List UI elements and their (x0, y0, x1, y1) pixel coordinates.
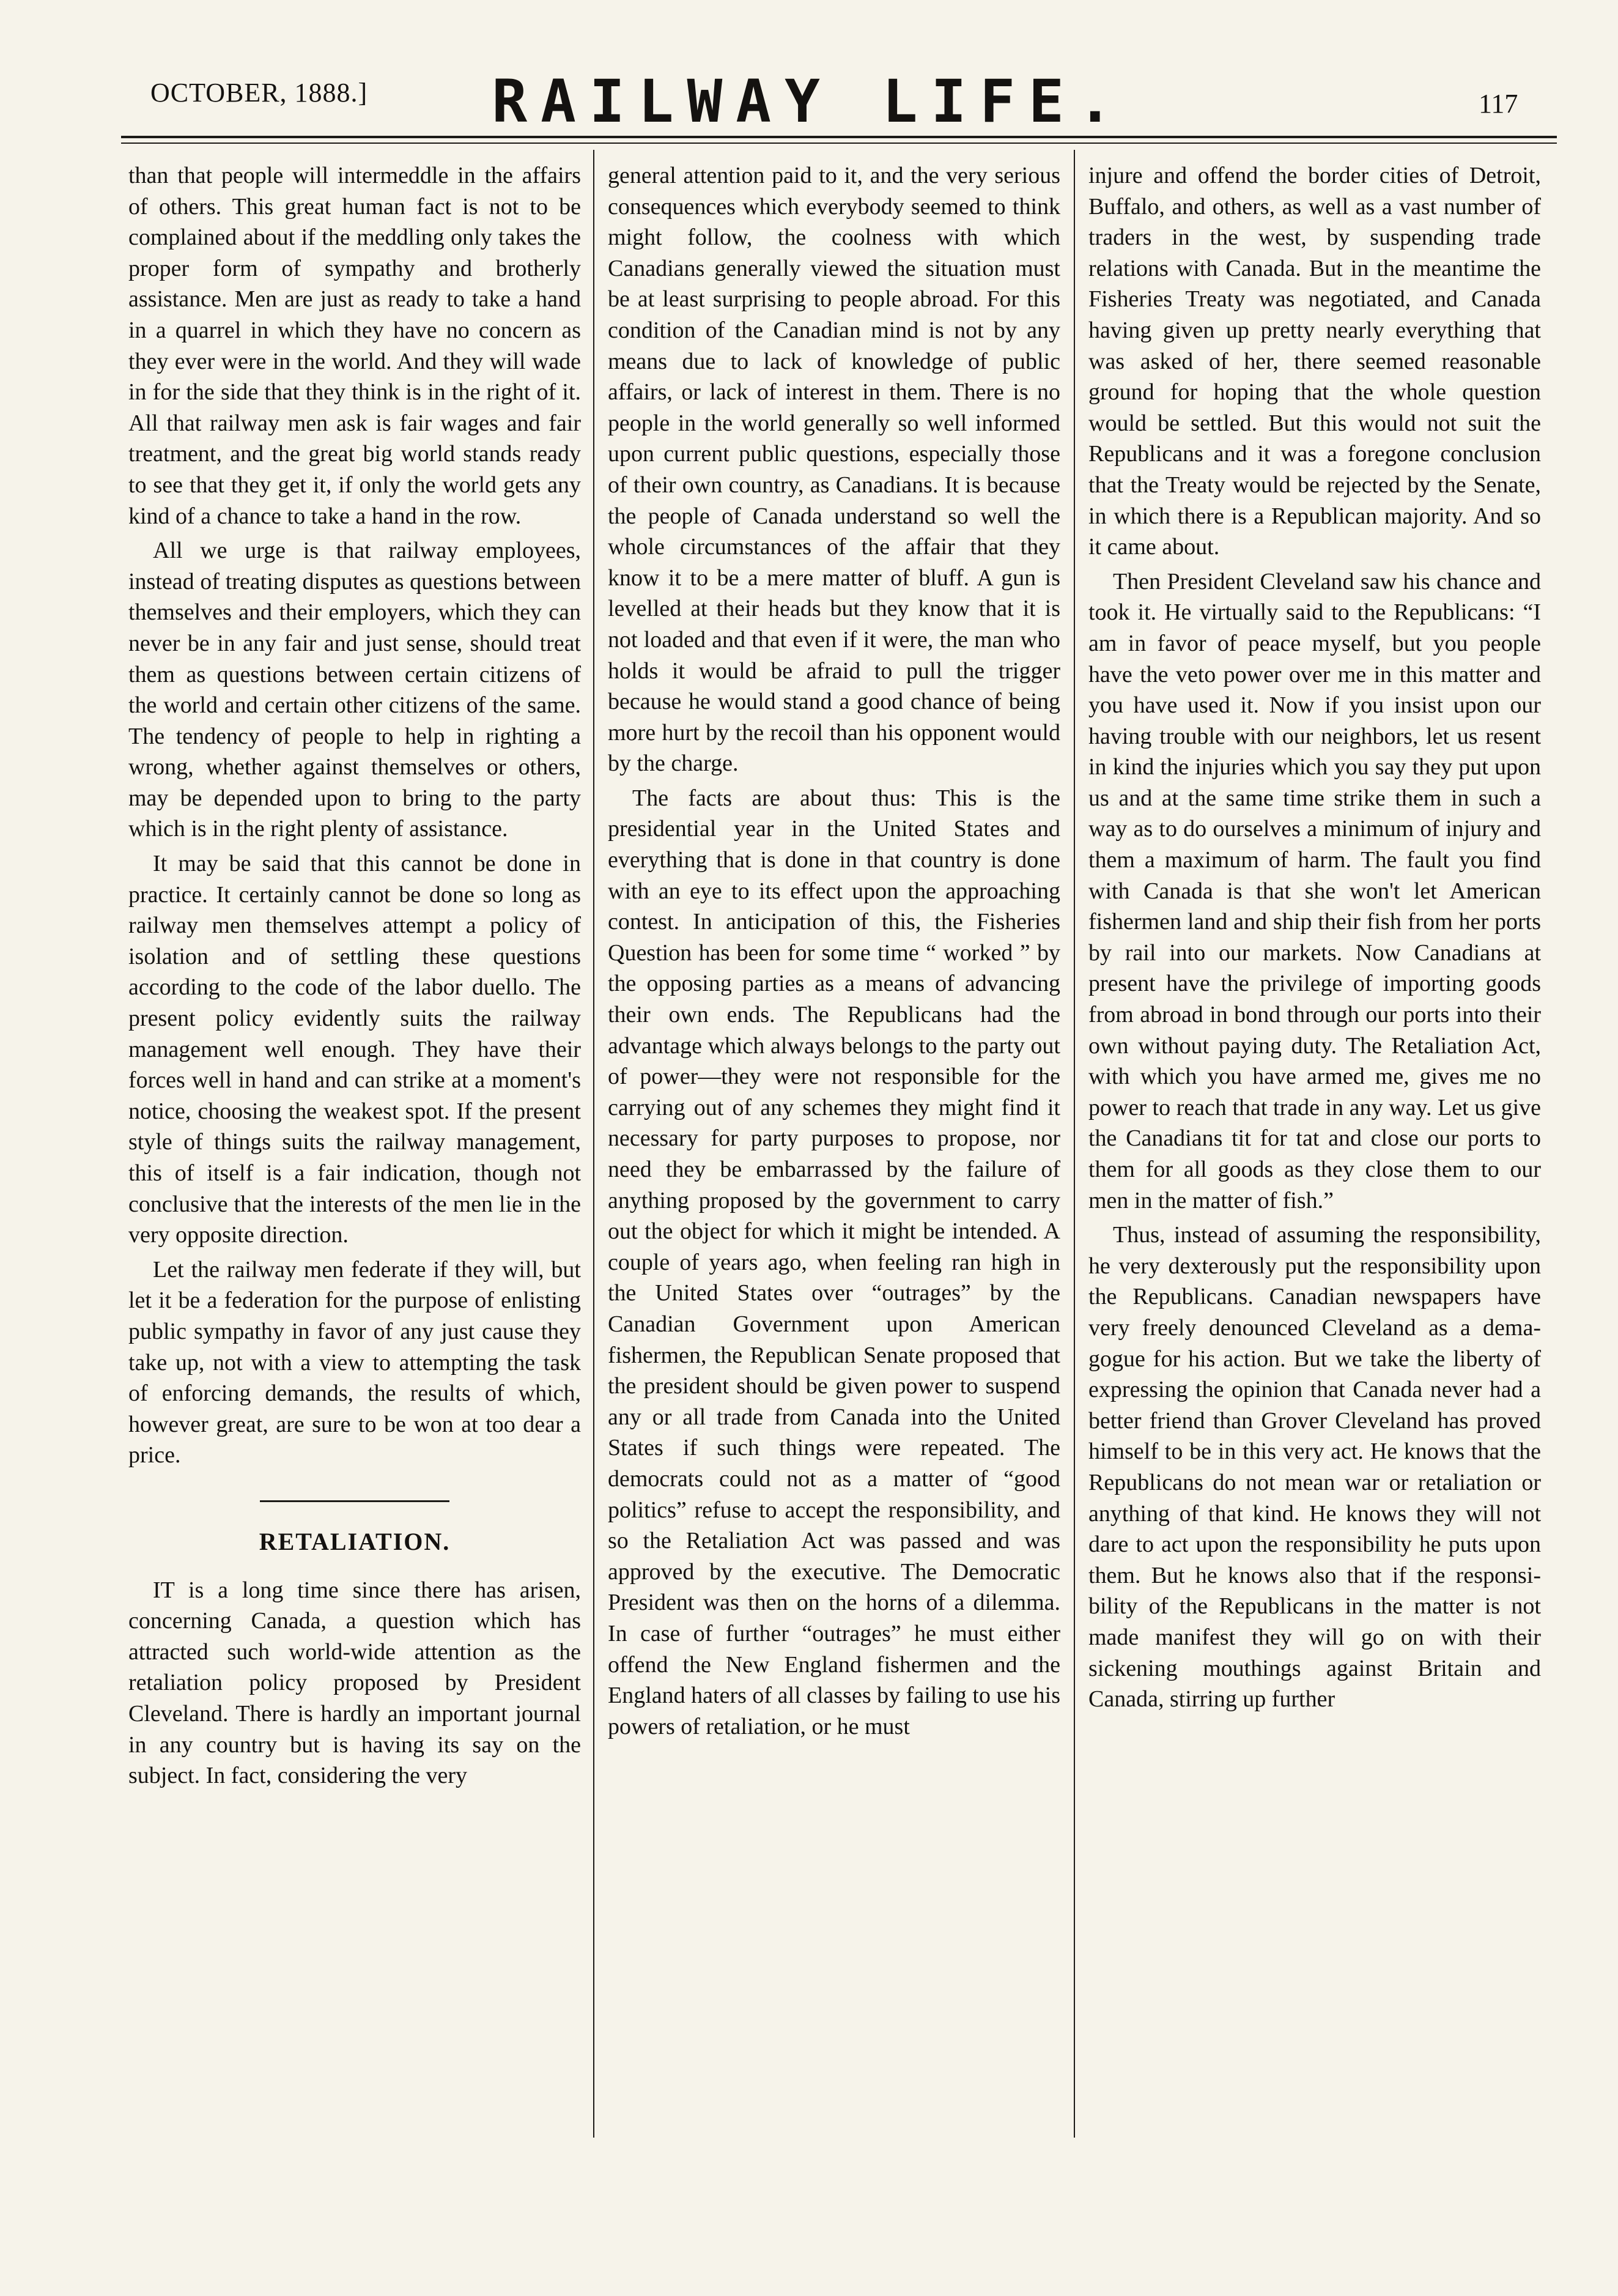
paragraph: It may be said that this cannot be done in practice. It certainly cannot be done so long as railway men themselves attempt a policy of isolation and of settling these questions according to the code of the labor duello. The present policy evidently suits the railway management well enough. They have their forces well in hand and can strike at a moment's notice, choosing the weakest spot. If the present style of things suits the railway management, this of itself is a fair indication, though not conclusive that the interests of the men lie in the very opposite direction. (128, 851, 581, 1248)
paragraph: injure and offend the border cities of Detroit, Buffalo, and others, as well as a vast number of traders in the west, by suspending trade relations with Canada. But in the meantime the Fisheries Treaty was negotiated, and Canada having given up pretty nearly everything that was asked of her, there seemed reasonable ground for hoping that the whole question would be settled. But this would not suit the Republicans and it was a foregone conclusion that the Treaty would be rejected by the Senate, in which there is a Republican majority. And so it came about. (1088, 163, 1541, 560)
masthead-title: RAILWAY LIFE. (492, 67, 1126, 136)
paragraph: Let the railway men federate if they will, but let it be a federation for the purpose of enlisting public sympathy in favor of any just cause they take up, not with a view to attempting the task of enforcing demands, the results of which, however great, are sure to be won at too dear a price. (128, 1256, 581, 1468)
paragraph: general attention paid to it, and the very serious consequences which everybody seemed to think might follow, the coolness with which Canadians generally viewed the situation must be at least surprising to people abroad. For this condition of the Canadian mind is not by any means due to lack of knowledge of public affairs, or lack of interest in them. There is no people in the world generally so well informed upon current public questions, especially those of their own country, as Canadians. It is because the people of Canada understand so well the whole circumstances of the affair that they know it to be a mere matter of bluff. A gun is levelled at their heads but they know that it is not loaded and that even if it were, the man who holds it would be afraid to pull the trigger because he would stand a good chance of being more hurt by the recoil than his opponent would by the charge. (608, 163, 1060, 777)
header-rule-top (121, 136, 1557, 138)
paragraph: IT is a long time since there has arisen, concerning Canada, a question which has attracted such world-wide attention as the retaliation policy proposed by President Cleveland. There is hardly an important journal in any country but is having its say on the subject. In fact, considering the very (128, 1577, 581, 1789)
paragraph: Thus, instead of assuming the responsibility, he very dexterously put the responsibility upon the Republicans. Canadian newspapers have very freely denounced Cleveland as a demagogue for his action. But we take the liberty of expressing the opinion that Canada never had a better friend than Grover Cleveland has proved himself to be in this very act. He knows that the Republicans do not mean war or retaliation or anything of that kind. He knows they will not dare to act upon the responsibility he puts upon them. But he knows also that if the responsibility of the Republicans in the matter is not made manifest they will go on with their sickening mouthings against Britain and Canada, stirring up further (1088, 1222, 1541, 1713)
page-number: 117 (1479, 89, 1518, 119)
article-column-3 (1088, 160, 1541, 1719)
issue-date: OCTOBER, 1888.] (150, 78, 368, 108)
section-heading: RETALIATION. (259, 1527, 451, 1555)
section-divider (260, 1500, 449, 1502)
paragraph: All we urge is that railway employees, instead of treating disputes as questions between themselves and their employers, which they can never be in any fair and just sense, should treat them as questions between certain citizens of the world and certain other citizens of the same. The tendency of people to help in righting a wrong, whether against themselves or others, may be depended upon to bring to the party which is in the right plenty of assistance. (128, 538, 581, 842)
article-column-2 (608, 160, 1060, 1746)
paragraph: Then President Cleveland saw his chance and took it. He virtually said to the Republicans: “I am in favor of peace myself, but you people have the veto power over me in this matter and you have used it. Now if you insist upon our having trouble with our neighbors, let us resent in kind the injuries which you say they put upon us and at the same time strike them in such a way as to do ourselves a minimum of injury and them a maximum of harm. The fault you find with Canada is that she won't let American fishermen land and ship their fish from her ports by rail into our markets. Now Canadians at present have the privilege of importing goods from abroad in bond through our ports into their own without paying duty. The Retaliation Act, with which you have armed me, gives me no power to reach that trade in any way. Let us give the Canadians tit for tat and close our ports to them for all goods as they close them to our men in the matter of fish.” (1088, 568, 1541, 1213)
article-column-1 (128, 160, 581, 1795)
paragraph: than that people will intermeddle in the affairs of others. This great human fact is not to be complained about if the meddling only takes the proper form of sympathy and brotherly assistance. Men are just as ready to take a hand in a quarrel in which they have no concern as they ever were in the world. And they will wade in for the side that they think is in the right of it. All that railway men ask is fair wages and fair treatment, and the great big world stands ready to see that they get it, if only the world gets any kind of a chance to take a hand in the row. (128, 163, 581, 529)
column-divider-left (593, 150, 594, 2138)
column-divider-right (1074, 150, 1075, 2138)
paragraph: The facts are about thus: This is the presidential year in the United States and everything that is done in that country is done with an eye to its effect upon the approaching contest. In anticipation of this, the Fisheries Question has been for some time “ worked ” by the opposing parties as a means of advancing their own ends. The Republicans had the advantage which always belongs to the party out of power—they were not responsible for the carrying out of any schemes they might find it necessary for party purposes to propose, nor need they be embarrassed by the failure of anything proposed by the government to carry out the object for which it might be intended. A couple of years ago, when feeling ran high in the United States over “outrages” by the Canadian Government upon American fishermen, the Republican Senate proposed that the president should be given power to suspend any or all trade from Canada into the United States if such things were repeated. The democrats could not as a matter of “good politics” refuse to accept the responsibility, and so the Retaliation Act was passed and was approved by the executive. The Democratic President was then on the horns of a dilemma. In case of further “outrages” he must either offend the New England fishermen and the England haters of all classes by failing to use his powers of retaliation, or he must (608, 785, 1060, 1739)
page-header (0, 0, 1618, 141)
header-rule-bottom (121, 143, 1557, 144)
